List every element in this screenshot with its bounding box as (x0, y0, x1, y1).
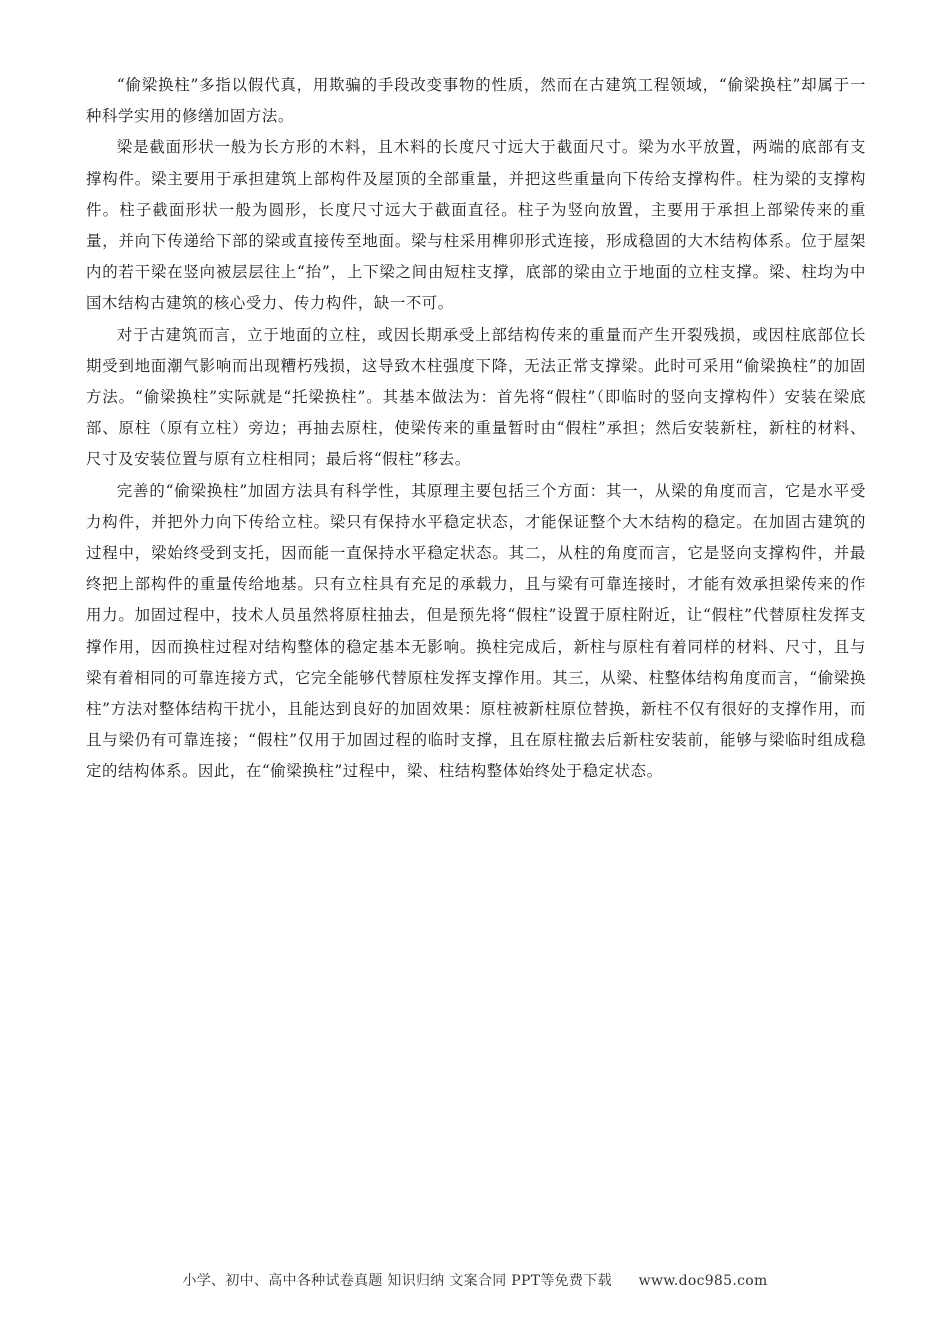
paragraph-2: 梁是截面形状一般为长方形的木料，且木料的长度尺寸远大于截面尺寸。梁为水平放置，两端的底部有支撑构件。梁主要用于承担建筑上部构件及屋顶的全部重量，并把这些重量向下传给支撑构件。柱为梁的支撑构件。柱子截面形状一般为圆形，长度尺寸远大于截面直径。柱子为竖向放置，主要用于承担上部梁传来的重量，并向下传递给下部的梁或直接传至地面。梁与柱采用榫卯形式连接，形成稳固的大木结构体系。位于屋架内的若干梁在竖向被层层往上“抬”，上下梁之间由短柱支撑，底部的梁由立于地面的立柱支撑。梁、柱均为中国木结构古建筑的核心受力、传力构件，缺一不可。 (86, 138, 866, 313)
paragraph-1: “偷梁换柱”多指以假代真，用欺骗的手段改变事物的性质，然而在古建筑工程领域，“偷梁换柱”却属于一种科学实用的修缮加固方法。 (86, 76, 866, 126)
paragraph-3: 对于古建筑而言，立于地面的立柱，或因长期承受上部结构传来的重量而产生开裂残损，或因柱底部位长期受到地面潮气影响而出现糟朽残损，这导致木柱强度下降，无法正常支撑梁。此时可采用“偷梁换柱”的加固方法。“偷梁换柱”实际就是“托梁换柱”。其基本做法为：首先将“假柱”（即临时的竖向支撑构件）安装在梁底部、原柱（原有立柱）旁边；再抽去原柱，使梁传来的重量暂时由“假柱”承担；然后安装新柱，新柱的材料、尺寸及安装位置与原有立柱相同；最后将“假柱”移去。 (86, 325, 866, 469)
footer-link[interactable]: www.doc985.com (638, 1273, 768, 1289)
page-footer (0, 1270, 950, 1290)
document-page (86, 70, 866, 788)
paragraph-4: 完善的“偷梁换柱”加固方法具有科学性，其原理主要包括三个方面：其一，从梁的角度而言，它是水平受力构件，并把外力向下传给立柱。梁只有保持水平稳定状态，才能保证整个大木结构的稳定。在加固古建筑的过程中，梁始终受到支托，因而能一直保持水平稳定状态。其二，从柱的角度而言，它是竖向支撑构件，并最终把上部构件的重量传给地基。只有立柱具有充足的承载力，且与梁有可靠连接时，才能有效承担梁传来的作用力。加固过程中，技术人员虽然将原柱抽去，但是预先将“假柱”设置于原柱附近，让“假柱”代替原柱发挥支撑作用，因而换柱过程对结构整体的稳定基本无影响。换柱完成后，新柱与原柱有着同样的材料、尺寸，且与梁有着相同的可靠连接方式，它完全能够代替原柱发挥支撑作用。其三，从梁、柱整体结构角度而言，“偷梁换柱”方法对整体结构干扰小，且能达到良好的加固效果：原柱被新柱原位替换，新柱不仅有很好的支撑作用，而且与梁仍有可靠连接；“假柱”仅用于加固过程的临时支撑，且在原柱撤去后新柱安装前，能够与梁临时组成稳定的结构体系。因此，在“偷梁换柱”过程中，梁、柱结构整体始终处于稳定状态。 (86, 481, 866, 781)
footer-text: 小学、初中、高中各种试卷真题 知识归纳 文案合同 PPT等免费下载 (182, 1273, 612, 1289)
